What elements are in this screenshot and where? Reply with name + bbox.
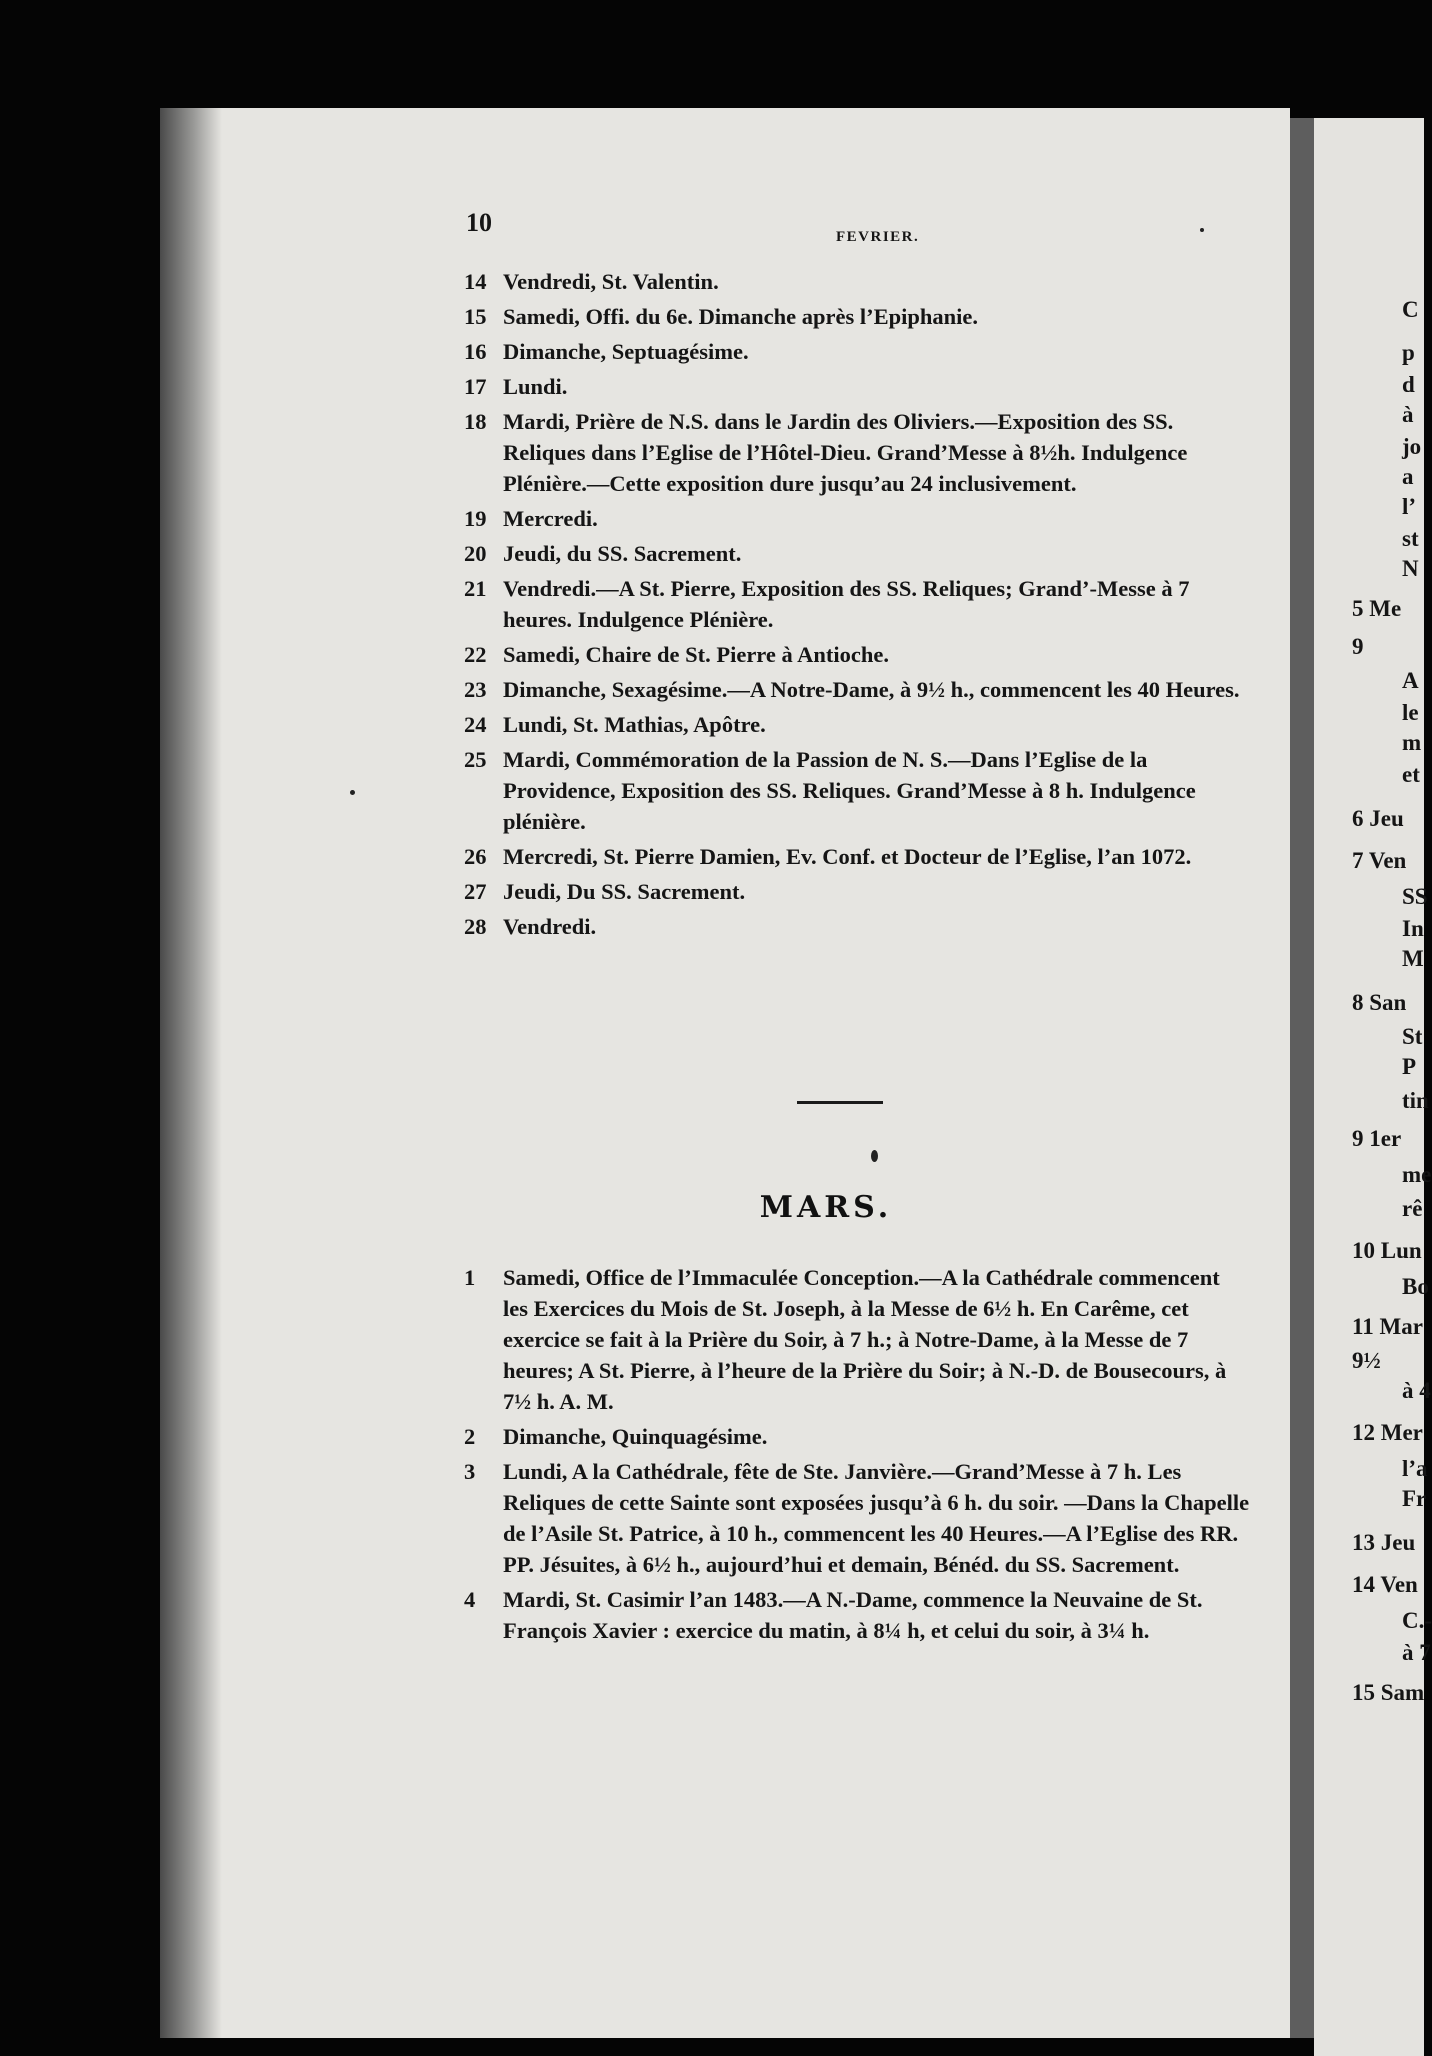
day-number: 3 xyxy=(464,1459,476,1484)
facing-page-line: à xyxy=(1402,402,1414,427)
facing-page-line: 9 xyxy=(1352,634,1364,659)
entry-text: Dimanche, Sexagésime.—A Notre-Dame, à 9½ h., commencent les 40 Heures. xyxy=(503,677,1240,702)
day-number: 19 xyxy=(464,506,487,531)
section-divider xyxy=(797,1101,883,1104)
calendar-entry xyxy=(430,876,1250,907)
facing-page-line: 9 1er xyxy=(1352,1126,1402,1151)
calendar-entry xyxy=(430,301,1250,332)
facing-page-line: A xyxy=(1402,668,1419,693)
entry-text: Vendredi. xyxy=(503,914,597,939)
day-number: 18 xyxy=(464,409,487,434)
facing-page-line: 11 Mar xyxy=(1352,1314,1423,1339)
entry-text: Mercredi, St. Pierre Damien, Ev. Conf. et Docteur de l’Eglise, l’an 1072. xyxy=(503,844,1192,869)
day-number: 17 xyxy=(464,374,487,399)
facing-page-line: l’a xyxy=(1402,1456,1428,1481)
facing-page-line: m xyxy=(1402,730,1422,755)
paper-speck xyxy=(350,790,355,795)
facing-page-line: 15 Sam xyxy=(1352,1680,1425,1705)
facing-page-line: 14 Ven xyxy=(1352,1572,1418,1597)
entry-text: Samedi, Office de l’Immaculée Conception.—A la Cathédrale commencent les Exercices du Mois de St. Joseph, à la Messe de 6½ h. En Carême, cet exercice se fait à la Prière du Soir, à 7 h.; à Notre-Dame, à la Messe de 7 heures; A St. Pierre, à l’heure de la Prière du Soir; à N.-D. de Bousecours, à 7½ h. A. M. xyxy=(503,1265,1227,1414)
day-number: 14 xyxy=(464,269,487,294)
facing-page-line: me xyxy=(1402,1162,1432,1187)
day-number: 22 xyxy=(464,642,487,667)
calendar-entry xyxy=(430,639,1250,670)
calendar-entry xyxy=(430,1456,1250,1580)
calendar-entry xyxy=(430,1421,1250,1452)
entry-text: Lundi, A la Cathédrale, fête de Ste. Janvière.—Grand’Messe à 7 h. Les Reliques de cette Sainte sont exposées jusqu’à 6 h. du soir. —Dans la Chapelle de l’Asile St. Patrice, à 10 h., commencent les 40 Heures.—A l’Eglise des RR. PP. Jésuites, à 6½ h., aujourd’hui et demain, Bénéd. du SS. Sacrement. xyxy=(503,1459,1250,1577)
facing-page-line: d xyxy=(1402,372,1415,397)
day-number: 24 xyxy=(464,712,487,737)
facing-page-line: à 4 xyxy=(1402,1378,1431,1403)
facing-page-line: a xyxy=(1402,464,1414,489)
february-entries xyxy=(430,266,1250,946)
facing-page-line: St xyxy=(1402,1024,1423,1049)
facing-page-line: jo xyxy=(1402,434,1422,459)
day-number: 15 xyxy=(464,304,487,329)
entry-text: Vendredi.—A St. Pierre, Exposition des SS. Reliques; Grand’-Messe à 7 heures. Indulgence Plénière. xyxy=(503,576,1190,632)
facing-page-line: 6 Jeu xyxy=(1352,806,1404,831)
calendar-entry xyxy=(430,911,1250,942)
facing-page-line: p xyxy=(1402,340,1415,365)
facing-page-line: à 7 xyxy=(1402,1640,1431,1665)
day-number: 16 xyxy=(464,339,487,364)
running-head: FEVRIER. xyxy=(836,229,920,245)
facing-page-line: et xyxy=(1402,762,1420,787)
entry-text: Jeudi, Du SS. Sacrement. xyxy=(503,879,746,904)
facing-page-line: P xyxy=(1402,1054,1417,1079)
entry-text: Jeudi, du SS. Sacrement. xyxy=(503,541,742,566)
entry-text: Samedi, Offi. du 6e. Dimanche après l’Epiphanie. xyxy=(503,304,979,329)
day-number: 28 xyxy=(464,914,487,939)
facing-page-line: In xyxy=(1402,916,1424,941)
facing-page-line: st xyxy=(1402,526,1419,551)
calendar-entry xyxy=(430,674,1250,705)
facing-page-line: 8 San xyxy=(1352,990,1407,1015)
calendar-entry xyxy=(430,841,1250,872)
calendar-entry xyxy=(430,1584,1250,1646)
mars-entries xyxy=(430,1262,1250,1650)
entry-text: Lundi. xyxy=(503,374,568,399)
day-number: 2 xyxy=(464,1424,476,1449)
facing-page-line: Bo xyxy=(1402,1274,1429,1299)
entry-text: Dimanche, Septuagésime. xyxy=(503,339,749,364)
day-number: 21 xyxy=(464,576,487,601)
entry-text: Mardi, St. Casimir l’an 1483.—A N.-Dame, commence la Neuvaine de St. François Xavier : exercice du matin, à 8¼ h, et celui du soir, à 3¼ h. xyxy=(503,1587,1203,1643)
paper-speck xyxy=(871,1150,878,1162)
calendar-entry xyxy=(430,503,1250,534)
facing-page-line: C.- xyxy=(1402,1608,1432,1633)
facing-page-line: rê xyxy=(1402,1196,1423,1221)
facing-page-line: le xyxy=(1402,700,1419,725)
calendar-entry xyxy=(430,1262,1250,1417)
day-number: 1 xyxy=(464,1265,476,1290)
facing-page-line: SS xyxy=(1402,884,1428,909)
day-number: 27 xyxy=(464,879,487,904)
facing-page-line: tin xyxy=(1402,1088,1429,1113)
entry-text: Mercredi. xyxy=(503,506,598,531)
facing-page-line: M xyxy=(1402,946,1424,971)
calendar-entry xyxy=(430,744,1250,837)
facing-page-line: 5 Me xyxy=(1352,596,1402,621)
entry-text: Lundi, St. Mathias, Apôtre. xyxy=(503,712,766,737)
calendar-entry xyxy=(430,709,1250,740)
calendar-entry xyxy=(430,371,1250,402)
entry-text: Mardi, Commémoration de la Passion de N. S.—Dans l’Eglise de la Providence, Exposition des SS. Reliques. Grand’Messe à 8 h. Indulgence plénière. xyxy=(503,747,1196,834)
calendar-entry xyxy=(430,538,1250,569)
day-number: 23 xyxy=(464,677,487,702)
entry-text: Vendredi, St. Valentin. xyxy=(503,269,719,294)
facing-page-line: N xyxy=(1402,556,1419,581)
entry-text: Mardi, Prière de N.S. dans le Jardin des Oliviers.—Exposition des SS. Reliques dans l’Eglise de l’Hôtel-Dieu. Grand’Messe à 8½h. Indulgence Plénière.—Cette exposition dure jusqu’au 24 inclusivement. xyxy=(503,409,1188,496)
facing-page-line: 7 Ven xyxy=(1352,848,1407,873)
calendar-entry xyxy=(430,573,1250,635)
entry-text: Dimanche, Quinquagésime. xyxy=(503,1424,768,1449)
facing-page-line: 9½ xyxy=(1352,1348,1381,1373)
calendar-entry xyxy=(430,336,1250,367)
facing-page-line: 10 Lun xyxy=(1352,1238,1422,1263)
entry-text: Samedi, Chaire de St. Pierre à Antioche. xyxy=(503,642,890,667)
section-title: MARS. xyxy=(759,1190,893,1225)
book-gutter xyxy=(1290,118,1314,2038)
calendar-entry xyxy=(430,406,1250,499)
facing-page-line: Fr xyxy=(1402,1486,1427,1511)
facing-page-line: 13 Jeu xyxy=(1352,1530,1416,1555)
facing-page-fragment xyxy=(1314,118,1432,2056)
day-number: 26 xyxy=(464,844,487,869)
facing-page-line: 12 Mer xyxy=(1352,1420,1423,1445)
day-number: 4 xyxy=(464,1587,476,1612)
facing-page-line: C xyxy=(1402,297,1419,322)
facing-page-line: l’ xyxy=(1402,494,1417,519)
day-number: 20 xyxy=(464,541,487,566)
paper-speck xyxy=(1200,228,1204,232)
calendar-entry xyxy=(430,266,1250,297)
day-number: 25 xyxy=(464,747,487,772)
page-binding-shadow xyxy=(160,108,222,2038)
page-number: 10 xyxy=(466,208,492,237)
